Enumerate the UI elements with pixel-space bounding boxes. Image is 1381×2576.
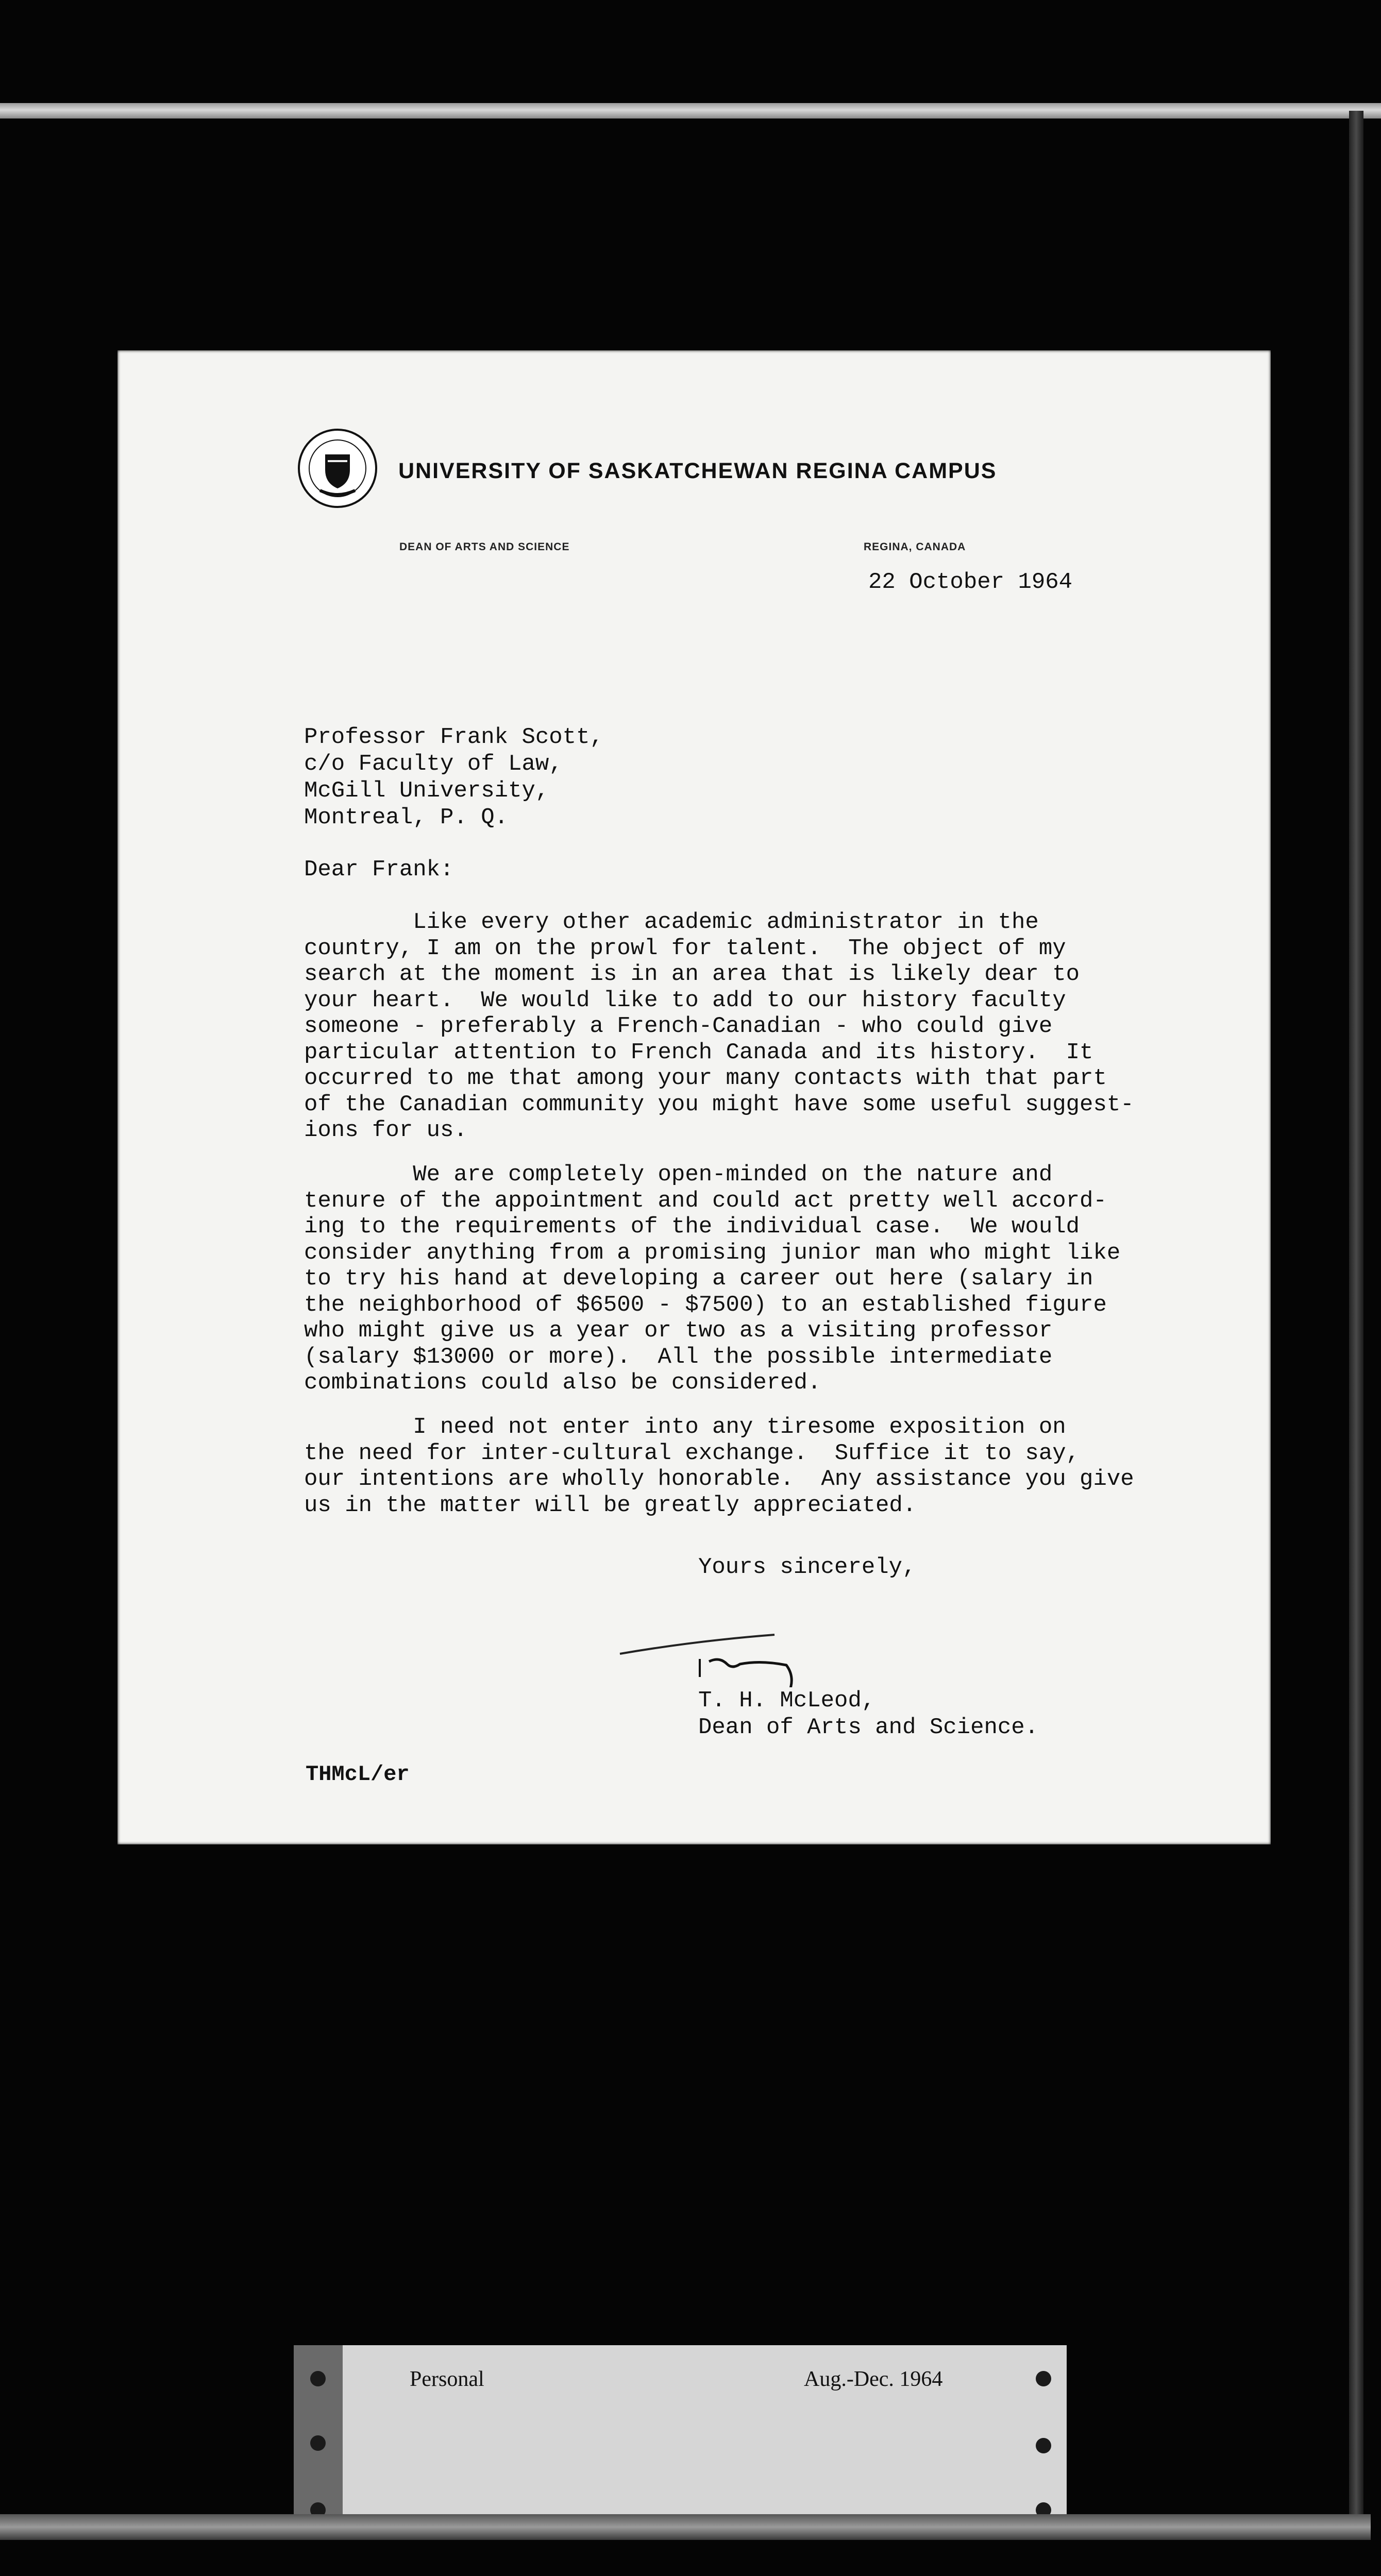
- letter-page: [117, 350, 1271, 1844]
- paragraph-line: the need for inter-cultural exchange. Suffice it to say,: [304, 1440, 1080, 1466]
- address-line: Professor Frank Scott,: [304, 724, 603, 750]
- paragraph-line: country, I am on the prowl for talent. The object of my: [304, 935, 1066, 961]
- signer-title: Dean of Arts and Science.: [698, 1715, 1039, 1740]
- punch-hole-icon: [1036, 2438, 1051, 2453]
- institution-name: UNIVERSITY OF SASKATCHEWAN REGINA CAMPUS: [398, 459, 997, 483]
- paragraph-line: Like every other academic administrator in the: [304, 909, 1039, 935]
- paragraph-line: to try his hand at developing a career out here (salary in: [304, 1266, 1093, 1292]
- paragraph-line: combinations could also be considered.: [304, 1370, 821, 1396]
- paragraph-line: particular attention to French Canada and its history. It: [304, 1039, 1093, 1065]
- paragraph-line: someone - preferably a French-Canadian - who could give: [304, 1013, 1053, 1039]
- file-date-range: Aug.-Dec. 1964: [804, 2367, 943, 2391]
- paragraph-line: of the Canadian community you might have some useful suggest-: [304, 1091, 1134, 1117]
- film-edge-right: [1349, 111, 1363, 2532]
- signer-name: T. H. McLeod,: [698, 1688, 875, 1714]
- paragraph-3: [304, 1414, 1134, 1518]
- handwritten-signature: [617, 1631, 885, 1687]
- punch-hole-icon: [310, 2371, 326, 2386]
- file-category: Personal: [410, 2367, 484, 2391]
- department-heading: DEAN OF ARTS AND SCIENCE: [399, 541, 570, 553]
- reference-initials: THMcL/er: [306, 1762, 410, 1787]
- paragraph-line: I need not enter into any tiresome exposition on: [304, 1414, 1066, 1440]
- letter-date: 22 October 1964: [868, 569, 1073, 595]
- punch-hole-icon: [1036, 2371, 1051, 2386]
- address-line: Montreal, P. Q.: [304, 805, 509, 831]
- paragraph-2: [304, 1162, 1120, 1396]
- location-heading: REGINA, CANADA: [864, 541, 966, 553]
- film-edge-bottom: [0, 2514, 1371, 2540]
- paragraph-line: We are completely open-minded on the nature and: [304, 1162, 1053, 1188]
- paragraph-line: your heart. We would like to add to our history faculty: [304, 987, 1066, 1013]
- paragraph-line: tenure of the appointment and could act pretty well accord-: [304, 1188, 1107, 1214]
- paragraph-line: ing to the requirements of the individual case. We would: [304, 1214, 1080, 1240]
- film-edge-top: [0, 103, 1381, 118]
- recipient-address: [304, 724, 603, 831]
- university-crest-icon: [297, 428, 378, 509]
- address-line: McGill University,: [304, 778, 549, 804]
- salutation: Dear Frank:: [304, 857, 454, 883]
- punch-hole-icon: [310, 2435, 326, 2451]
- paragraph-line: who might give us a year or two as a visiting professor: [304, 1318, 1053, 1344]
- closing: Yours sincerely,: [698, 1554, 916, 1580]
- signer-block: [698, 1687, 1038, 1741]
- paragraph-line: our intentions are wholly honorable. Any assistance you give: [304, 1466, 1134, 1492]
- file-label-card: [294, 2345, 1067, 2536]
- paragraph-line: occurred to me that among your many contacts with that part: [304, 1065, 1107, 1091]
- paragraph-line: us in the matter will be greatly appreciated.: [304, 1492, 917, 1518]
- paragraph-line: (salary $13000 or more). All the possible intermediate: [304, 1344, 1053, 1370]
- paragraph-line: consider anything from a promising junior man who might like: [304, 1240, 1121, 1266]
- paragraph-line: the neighborhood of $6500 - $7500) to an established figure: [304, 1292, 1107, 1318]
- paragraph-line: ions for us.: [304, 1117, 467, 1143]
- paragraph-line: search at the moment is in an area that is likely dear to: [304, 961, 1080, 987]
- paragraph-1: [304, 909, 1134, 1144]
- address-line: c/o Faculty of Law,: [304, 751, 563, 777]
